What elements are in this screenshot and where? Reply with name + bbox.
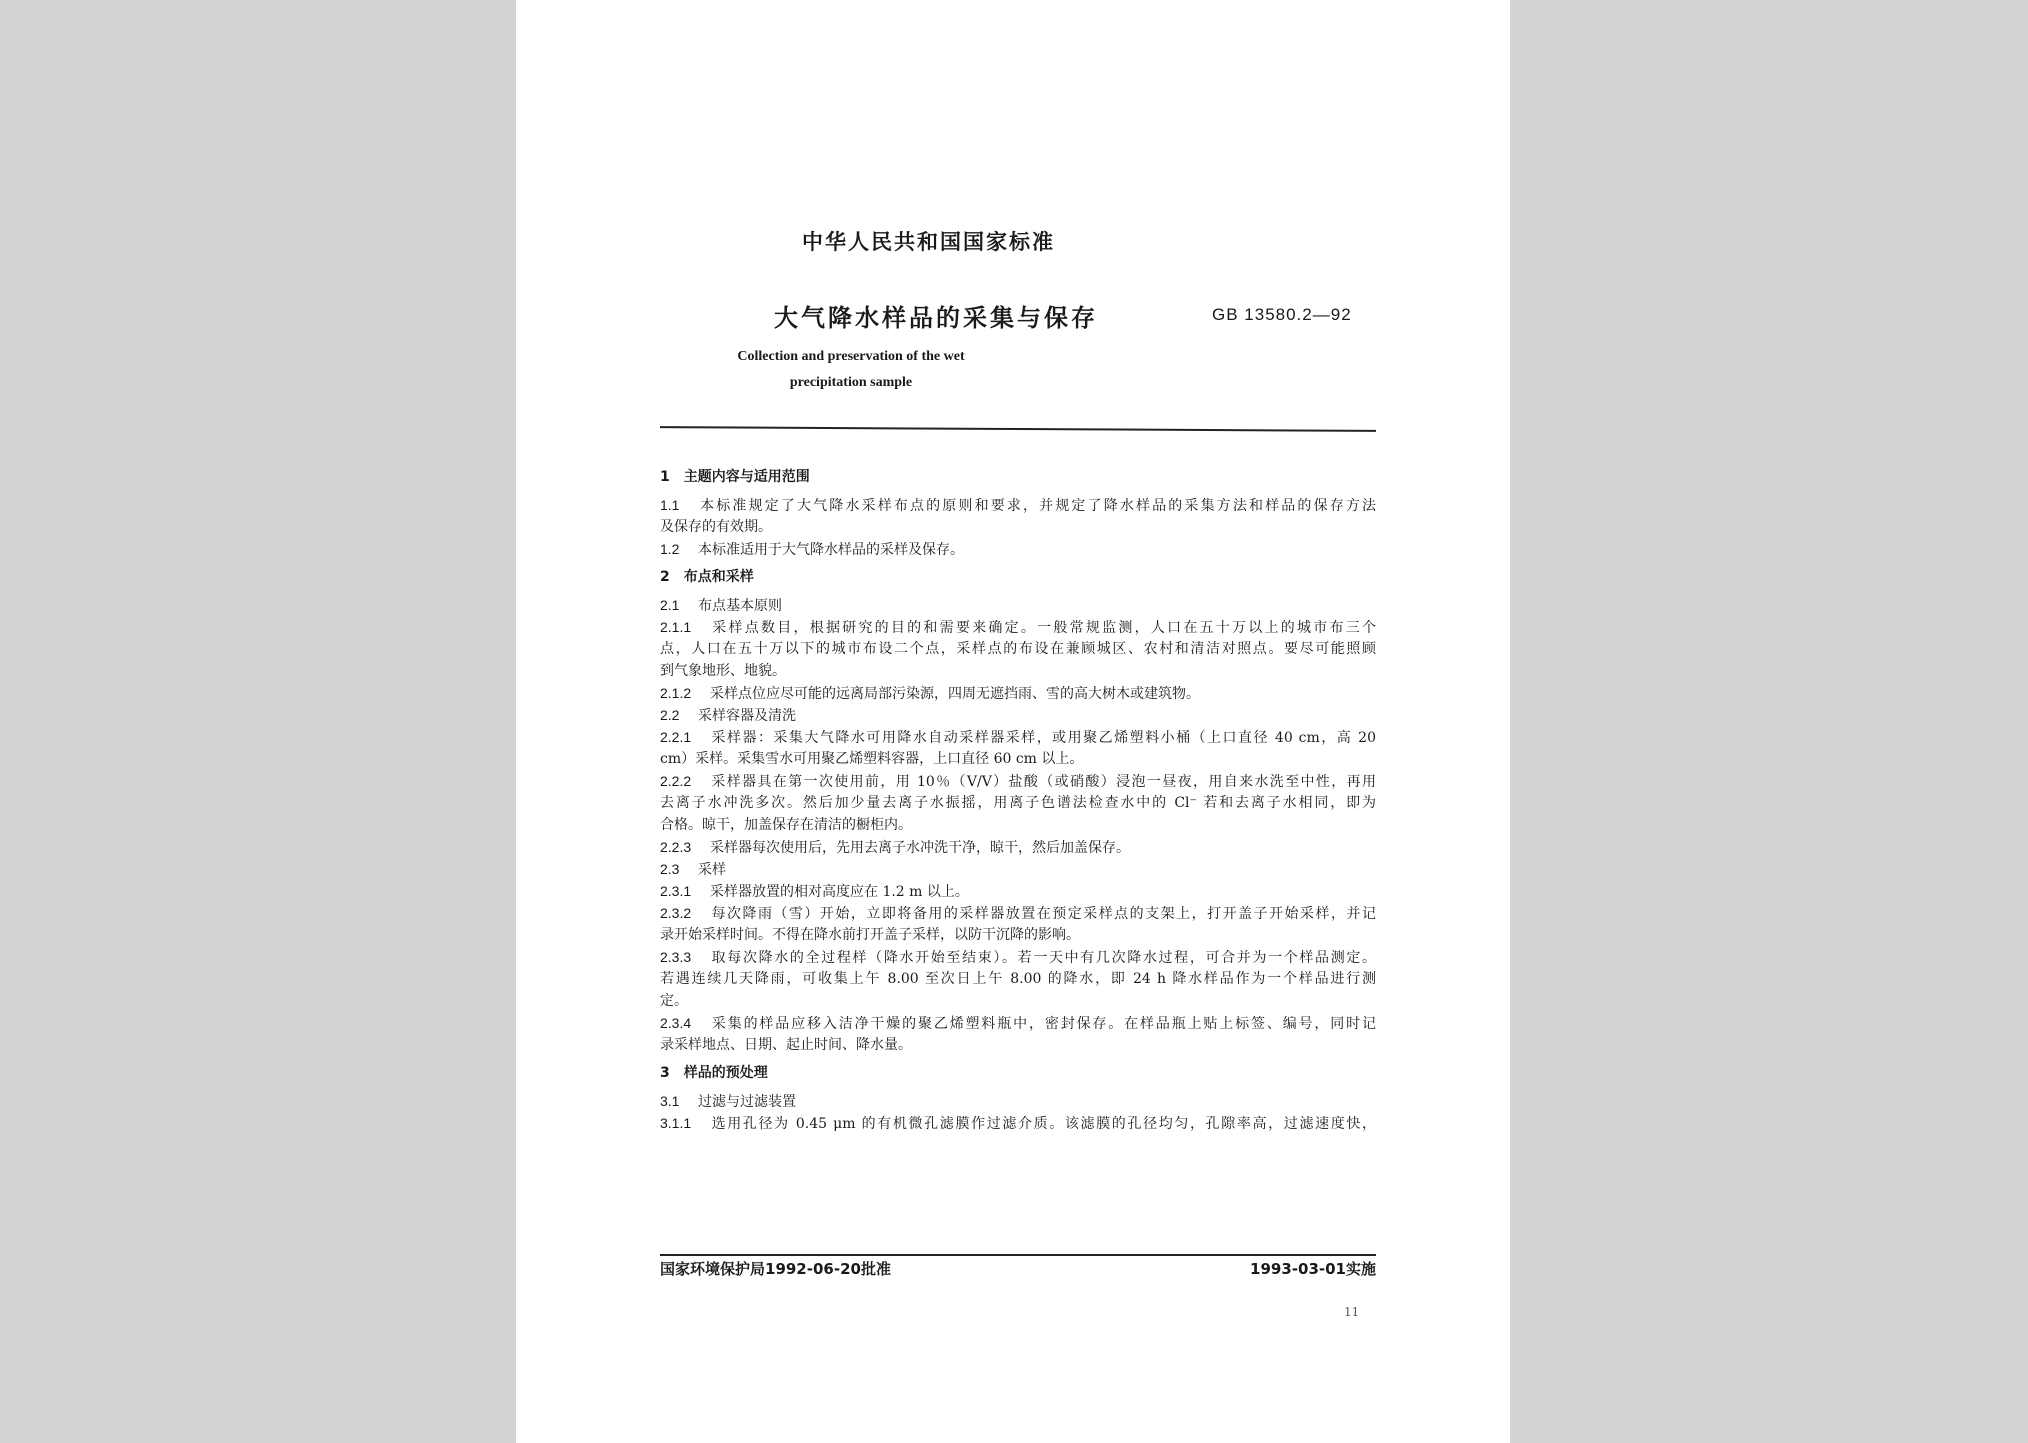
clause-number: 2.2.1 (660, 729, 692, 745)
paragraph-line (660, 594, 1376, 616)
document-title: 大气降水样品的采集与保存 (774, 304, 1098, 332)
paragraph-line (660, 704, 1376, 726)
clause-number: 2.3.1 (660, 883, 692, 899)
paragraph-line (660, 770, 1376, 792)
approval-line: 国家环境保护局1992-06-20批准 (660, 1260, 891, 1278)
paragraph-line (660, 726, 1376, 748)
paragraph-line (660, 902, 1376, 924)
paragraph-line (660, 858, 1376, 880)
paragraph-text: 采样器具在第一次使用前，用 10％（V/V）盐酸（或硝酸）浸泡一昼夜，用自来水洗至中性，再用 (710, 774, 1376, 790)
clause-number: 2.2.2 (660, 773, 692, 789)
clause-number: 3.1 (660, 1093, 680, 1109)
clause-number: 2.1 (660, 597, 680, 613)
header-divider (660, 426, 1376, 432)
clause-number: 2.3.4 (660, 1015, 692, 1031)
clause-number: 2.3.2 (660, 905, 692, 921)
section-heading: 2 布点和采样 (660, 569, 754, 585)
standard-title: 中华人民共和国国家标准 (802, 230, 1055, 254)
paragraph-line (660, 1012, 1376, 1034)
paragraph-text: 过滤与过滤装置 (698, 1094, 796, 1110)
paragraph-line: 及保存的有效期。 (660, 519, 772, 535)
clause-number: 1.2 (660, 541, 680, 557)
paragraph-text: 每次降雨（雪）开始，立即将备用的采样器放置在预定采样点的支架上，打开盖子开始采样，并记 (710, 906, 1376, 922)
paragraph-text: 布点基本原则 (698, 598, 782, 614)
paragraph-line (660, 1112, 1376, 1134)
paragraph-text: 采样容器及清洗 (698, 708, 796, 724)
paragraph-text: 采样器每次使用后，先用去离子水冲洗干净，晾干，然后加盖保存。 (710, 840, 1130, 856)
page-number: 11 (1344, 1305, 1360, 1319)
clause-number: 2.3.3 (660, 949, 692, 965)
paragraph-line: 合格。晾干，加盖保存在清洁的橱柜内。 (660, 817, 912, 833)
paragraph-line (660, 538, 1376, 560)
clause-number: 3.1.1 (660, 1115, 692, 1131)
paragraph-text: 采样器放置的相对高度应在 1.2 m 以上。 (710, 884, 969, 900)
clause-number: 2.3 (660, 861, 680, 877)
paragraph-line (660, 494, 1376, 516)
document-body (660, 460, 1376, 1134)
section-heading: 3 样品的预处理 (660, 1065, 768, 1081)
footer-divider (660, 1254, 1376, 1256)
paragraph-line: 录采样地点、日期、起止时间、降水量。 (660, 1037, 912, 1053)
clause-number: 2.1.1 (660, 619, 692, 635)
paragraph-line (660, 682, 1376, 704)
section-heading: 1 主题内容与适用范围 (660, 469, 810, 485)
paragraph-text: 本标准规定了大气降水采样布点的原则和要求，并规定了降水样品的采集方法和样品的保存方法 (698, 498, 1376, 514)
clause-number: 2.2 (660, 707, 680, 723)
paragraph-line: 点，人口在五十万以下的城市布设二个点，采样点的布设在兼顾城区、农村和清洁对照点。要尽可能照顾 (660, 641, 1376, 657)
english-title: Collection and preservation of the wet precipitation sample (737, 349, 965, 390)
paragraph-text: 采样 (698, 862, 726, 878)
clause-number: 2.1.2 (660, 685, 692, 701)
paragraph-line: 定。 (660, 993, 688, 1009)
paragraph-line: 去离子水冲洗多次。然后加少量去离子水振摇，用离子色谱法检查水中的 Cl⁻ 若和去离子水相同，即为 (660, 795, 1376, 811)
paragraph-line: 若遇连续几天降雨，可收集上午 8.00 至次日上午 8.00 的降水，即 24 h 降水样品作为一个样品进行测 (660, 971, 1376, 987)
paragraph-line (660, 616, 1376, 638)
document-page (516, 0, 1510, 1443)
paragraph-line: 到气象地形、地貌。 (660, 663, 786, 679)
paragraph-line (660, 836, 1376, 858)
paragraph-text: 本标准适用于大气降水样品的采样及保存。 (698, 542, 964, 558)
paragraph-line: 录开始采样时间。不得在降水前打开盖子采样，以防干沉降的影响。 (660, 927, 1080, 943)
paragraph-text: 采样点位应尽可能的远离局部污染源，四周无遮挡雨、雪的高大树木或建筑物。 (710, 686, 1200, 702)
paragraph-line: cm）采样。采集雪水可用聚乙烯塑料容器，上口直径 60 cm 以上。 (660, 751, 1084, 767)
paragraph-text: 选用孔径为 0.45 μm 的有机微孔滤膜作过滤介质。该滤膜的孔径均匀，孔隙率高，过滤速度快， (710, 1116, 1376, 1132)
paragraph-line (660, 1090, 1376, 1112)
clause-number: 1.1 (660, 497, 680, 513)
paragraph-text: 采样点数目，根据研究的目的和需要来确定。一般常规监测，人口在五十万以上的城市布三个 (710, 620, 1376, 636)
paragraph-line (660, 880, 1376, 902)
implementation-date: 1993-03-01实施 (1250, 1260, 1376, 1278)
paragraph-text: 采集的样品应移入洁净干燥的聚乙烯塑料瓶中，密封保存。在样品瓶上贴上标签、编号，同时记 (710, 1016, 1376, 1032)
paragraph-text: 取每次降水的全过程样（降水开始至结束）。若一天中有几次降水过程，可合并为一个样品测定。 (710, 950, 1376, 966)
paragraph-line (660, 946, 1376, 968)
paragraph-text: 采样器：采集大气降水可用降水自动采样器采样，或用聚乙烯塑料小桶（上口直径 40 cm，高 20 (710, 730, 1376, 746)
document-code: GB 13580.2—92 (1212, 305, 1352, 324)
clause-number: 2.2.3 (660, 839, 692, 855)
